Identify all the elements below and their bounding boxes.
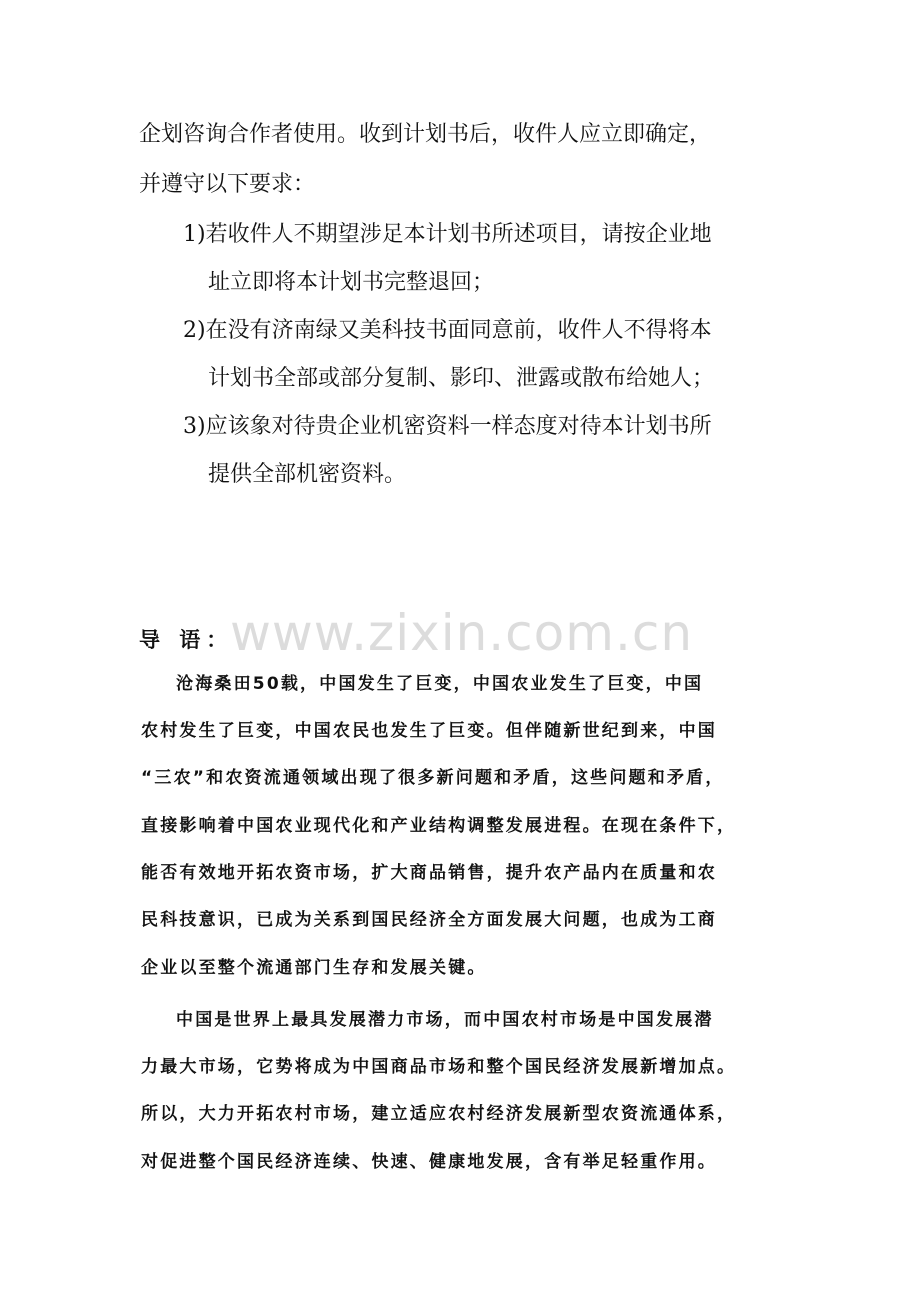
watermark: www.zixin.com.cn	[230, 604, 694, 662]
requirement-continuation: 址立即将本计划书完整退回；	[208, 270, 495, 295]
requirement-text: 在没有济南绿又美科技书面同意前，收件人不得将本	[205, 318, 712, 343]
paragraph-line: 对促进整个国民经济连续、快速、健康地发展，含有举足轻重作用。	[141, 1152, 717, 1172]
intro-line: 并遵守以下要求：	[139, 172, 316, 197]
requirement-continuation: 提供全部机密资料。	[208, 462, 407, 487]
paragraph-line: 农村发生了巨变，中国农民也发生了巨变。但伴随新世纪到来，中国	[141, 721, 717, 741]
paragraph-line: 沧海桑田50载，中国发生了巨变，中国农业发生了巨变，中国	[176, 674, 704, 694]
requirement-item	[183, 414, 712, 440]
paragraph-line: 企业以至整个流通部门生存和发展关键。	[141, 958, 487, 978]
requirement-text: 应该象对待贵企业机密资料一样态度对待本计划书所	[205, 414, 712, 439]
requirement-number: 1)	[183, 222, 206, 247]
requirement-number: 3)	[183, 414, 206, 439]
paragraph-line: “三农”和农资流通领域出现了很多新问题和矛盾，这些问题和矛盾，	[141, 768, 725, 788]
paragraph-line: 所以，大力开拓农村市场，建立适应农村经济发展新型农资流通体系，	[141, 1104, 737, 1124]
section-heading: 导 语：	[139, 628, 234, 652]
paragraph-line: 民科技意识，已成为关系到国民经济全方面发展大问题，也成为工商	[141, 910, 717, 930]
requirement-item	[183, 222, 712, 248]
intro-line: 企划咨询合作者使用。收到计划书后，收件人应立即确定，	[139, 122, 712, 147]
paragraph-line: 能否有效地开拓农资市场，扩大商品销售，提升农产品内在质量和农	[141, 863, 717, 883]
paragraph-line: 中国是世界上最具发展潜力市场，而中国农村市场是中国发展潜	[176, 1010, 714, 1030]
paragraph-line: 直接影响着中国农业现代化和产业结构调整发展进程。在现在条件下，	[141, 816, 737, 836]
requirement-text: 若收件人不期望涉足本计划书所述项目，请按企业地	[205, 222, 712, 247]
paragraph-line: 力最大市场，它势将成为中国商品市场和整个国民经济发展新增加点。	[141, 1057, 737, 1077]
requirement-item	[183, 318, 712, 344]
requirement-number: 2)	[183, 318, 206, 343]
requirement-continuation: 计划书全部或部分复制、影印、泄露或散布给她人；	[208, 366, 715, 391]
